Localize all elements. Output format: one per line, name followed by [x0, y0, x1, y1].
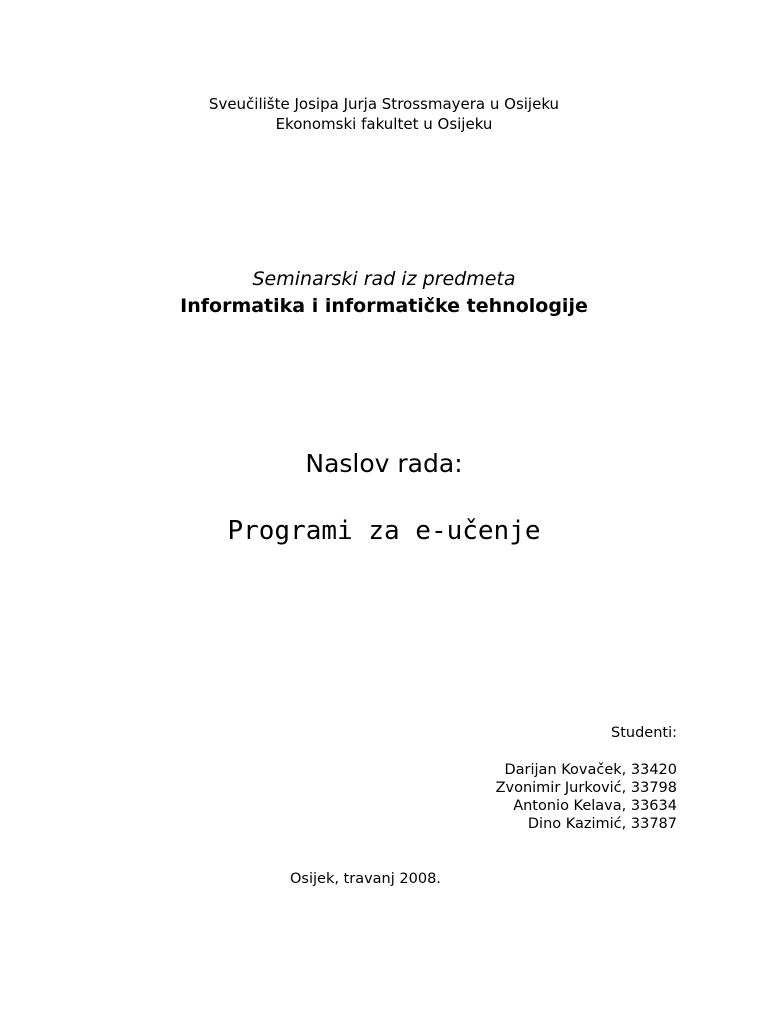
paper-title: Programi za e-učenje [227, 516, 541, 546]
subject-name: Informatika i informatičke tehnologije [180, 295, 588, 317]
faculty-name: Ekonomski fakultet u Osijeku [275, 115, 493, 133]
students-list [496, 761, 677, 833]
student-entry: Darijan Kovaček, 33420 [504, 762, 677, 778]
student-entry: Zvonimir Jurković, 33798 [495, 780, 677, 796]
student-entry: Dino Kazimić, 33787 [527, 816, 677, 832]
university-name: Sveučilište Josipa Jurja Strossmayera u Osijeku [208, 95, 560, 113]
title-label: Naslov rada: [305, 449, 463, 478]
students-heading: Studenti: [611, 725, 677, 741]
place-date: Osijek, travanj 2008. [290, 871, 441, 887]
student-entry: Antonio Kelava, 33634 [513, 798, 677, 814]
subject-intro: Seminarski rad iz predmeta [252, 268, 516, 290]
